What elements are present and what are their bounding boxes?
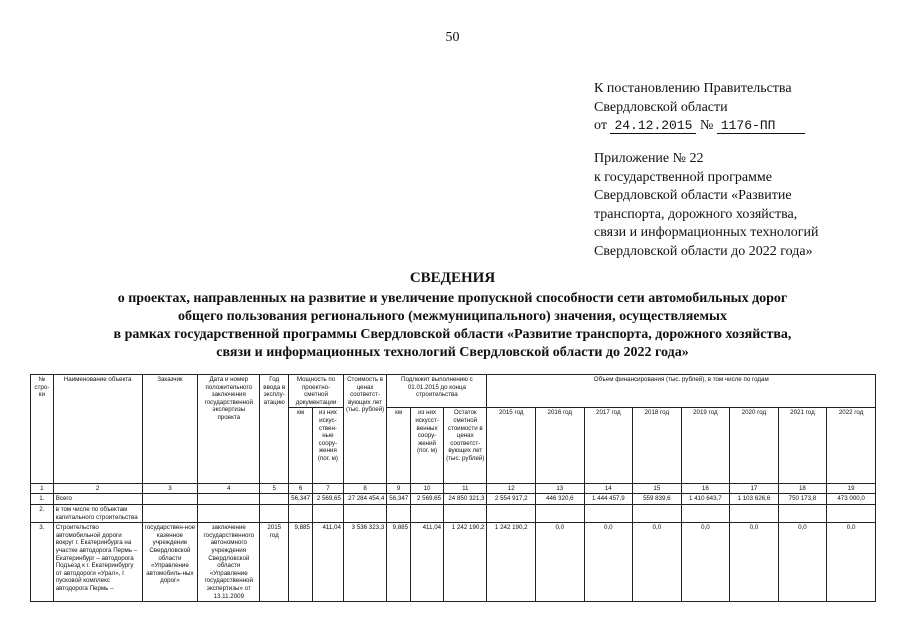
page-number: 50 (445, 30, 460, 45)
row-year: 2015 год (260, 523, 289, 602)
table-row (31, 504, 876, 522)
row-fin-2022: 473 000,0 (827, 494, 876, 505)
col-number: 6 (289, 484, 313, 494)
resolution-block (594, 80, 805, 136)
col-number: 11 (444, 484, 487, 494)
row-year (260, 494, 289, 505)
header-year-2019: 2019 год (681, 408, 730, 484)
row-name: в том числе по объектам капитального строительства (53, 504, 142, 522)
col-number: 7 (312, 484, 343, 494)
col-number: 8 (343, 484, 386, 494)
header-km: км (289, 408, 313, 484)
resolution-num-sign: № (699, 118, 714, 133)
row-fin-2017: 1 444 457,9 (584, 494, 633, 505)
table-row (31, 494, 876, 505)
header-artificial2: из них искусст-венных соору-жений (пог. м) (411, 408, 444, 484)
col-number: 1 (31, 484, 54, 494)
row-artificial: 411,04 (312, 523, 343, 602)
col-number: 10 (411, 484, 444, 494)
projects-table (30, 374, 876, 602)
header-cost: Стоимость в ценах соответст-вующих лет (тыс. рублей) (343, 375, 386, 484)
resolution-ot: от (594, 118, 607, 133)
header-name: Наименование объекта (53, 375, 142, 484)
col-number: 14 (584, 484, 633, 494)
column-number-row (31, 484, 876, 494)
subtitle-line: общего пользования регионального (межмуниципального) значения, осуществляемых (178, 309, 727, 324)
row-km: 9,885 (289, 523, 313, 602)
appendix-line: Приложение № 22 (594, 151, 704, 166)
row-fin-2019: 1 410 643,7 (681, 494, 730, 505)
row-customer: государствен-ное казенное учреждение Свердловской области «Управление автомобиль-ных дорог» (142, 523, 198, 602)
row-fin-2015: 2 554 917,2 (487, 494, 536, 505)
header-capacity: Мощность по проектно-сметной документации (289, 375, 344, 408)
appendix-line: связи и информационных технологий (594, 225, 819, 240)
row-expertise (198, 494, 260, 505)
header-row-1 (31, 375, 876, 408)
row-cost: 3 536 323,3 (343, 523, 386, 602)
appendix-block (594, 150, 818, 261)
document-subtitle (0, 290, 905, 362)
header-year-2018: 2018 год (633, 408, 682, 484)
row-fin-2020: 0,0 (730, 523, 779, 602)
appendix-line: Свердловской области «Развитие (594, 188, 792, 203)
row-fin-2019: 0,0 (681, 523, 730, 602)
row-remainder: 1 242 190,2 (444, 523, 487, 602)
col-number: 18 (778, 484, 827, 494)
col-number: 9 (387, 484, 411, 494)
col-number: 12 (487, 484, 536, 494)
row-fin-2018: 559 839,6 (633, 494, 682, 505)
row-fin-2018: 0,0 (633, 523, 682, 602)
col-number: 19 (827, 484, 876, 494)
col-number: 2 (53, 484, 142, 494)
row-remainder: 24 850 321,3 (444, 494, 487, 505)
header-year-2016: 2016 год (536, 408, 585, 484)
col-number: 13 (536, 484, 585, 494)
col-number: 5 (260, 484, 289, 494)
row-fin-2016: 446 320,6 (536, 494, 585, 505)
header-remainder-cost: Остаток сметной стоимости в ценах соответст-вующих лет (тыс. рублей) (444, 408, 487, 484)
subtitle-line: связи и информационных технологий Свердловской области до 2022 года» (216, 345, 689, 360)
row-fin-2016: 0,0 (536, 523, 585, 602)
header-remaining: Подлежит выполнению с 01.01.2015 до конца строительства (387, 375, 487, 408)
document-title: СВЕДЕНИЯ (409, 270, 496, 286)
row-expertise: заключение государственного автономного учреждения Свердловской области «Управление государственной экспертизы» от 13.11.2009 (198, 523, 260, 602)
row-name: Строительство автомобильной дороги вокруг г. Екатеринбурга на участке автодорога Пермь – Екатеринбург – автодорога Подъезд к г. Екатеринбургу от автодороги «Урал», I пусковой комплекс автодорога Пермь – (53, 523, 142, 602)
row-num: 1. (31, 494, 54, 505)
col-number: 4 (198, 484, 260, 494)
header-year-2017: 2017 год (584, 408, 633, 484)
appendix-line: к государственной программе (594, 169, 772, 185)
resolution-line-1: К постановлению Правительства (594, 81, 792, 96)
resolution-date-line (594, 117, 805, 136)
row-artificial2: 411,04 (411, 523, 444, 602)
appendix-line: транспорта, дорожного хозяйства, (594, 206, 798, 222)
row-fin-2017: 0,0 (584, 523, 633, 602)
header-year-2015: 2015 год (487, 408, 536, 484)
header-artificial: из них искус-ствен-ные соору-жения (пог. м) (312, 408, 343, 484)
col-number: 16 (681, 484, 730, 494)
subtitle-line: о проектах, направленных на развитие и увеличение пропускной способности сети автомобильных дорог (117, 291, 788, 306)
table-row (31, 523, 876, 602)
header-year-2022: 2022 год (827, 408, 876, 484)
row-name: Всего (53, 494, 142, 505)
col-number: 17 (730, 484, 779, 494)
header-customer: Заказчик (142, 375, 198, 484)
header-num: № стро-ки (31, 375, 54, 484)
row-km: 56,347 (289, 494, 313, 505)
row-num: 3. (31, 523, 54, 602)
row-fin-2020: 1 103 626,6 (730, 494, 779, 505)
row-km2: 56,347 (387, 494, 411, 505)
resolution-line-2: Свердловской области (594, 99, 728, 115)
row-cost: 27 284 454,4 (343, 494, 386, 505)
resolution-number: 1176-ПП (717, 119, 806, 134)
resolution-date: 24.12.2015 (610, 119, 696, 134)
row-fin-2021: 750 173,8 (778, 494, 827, 505)
col-number: 3 (142, 484, 198, 494)
row-num: 2. (31, 504, 54, 522)
row-fin-2021: 0,0 (778, 523, 827, 602)
row-fin-2022: 0,0 (827, 523, 876, 602)
appendix-line: Свердловской области до 2022 года» (594, 243, 813, 259)
row-customer (142, 494, 198, 505)
header-km2: км (387, 408, 411, 484)
header-year-2020: 2020 год (730, 408, 779, 484)
row-artificial2: 2 569,65 (411, 494, 444, 505)
header-expertise: Дата и номер положительного заключения государственной экспертизы проекта (198, 375, 260, 484)
row-artificial: 2 569,65 (312, 494, 343, 505)
header-financing: Объем финансирования (тыс. рублей), в том числе по годам (487, 375, 876, 408)
subtitle-line: в рамках государственной программы Свердловской области «Развитие транспорта, дорожного хозяйства, (113, 327, 792, 342)
row-fin-2015: 1 242 190,2 (487, 523, 536, 602)
header-year-2021: 2021 год (778, 408, 827, 484)
row-km2: 9,885 (387, 523, 411, 602)
col-number: 15 (633, 484, 682, 494)
header-year: Год ввода в эксплу-атацию (260, 375, 289, 484)
